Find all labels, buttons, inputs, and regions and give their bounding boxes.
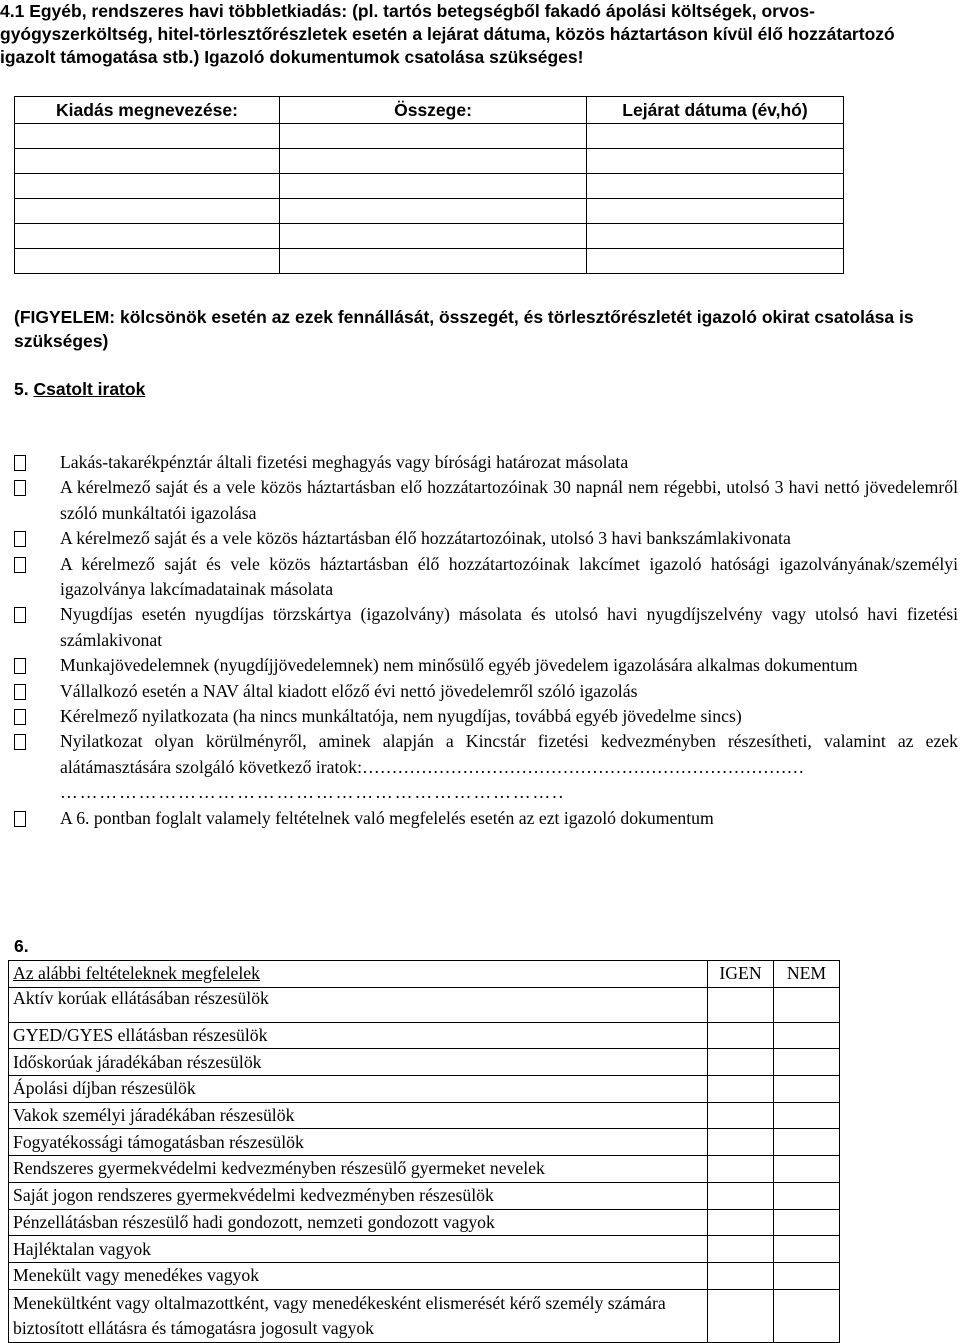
expense-row [15, 249, 844, 274]
expense-name-cell[interactable] [15, 124, 280, 149]
expense-header-due-date: Lejárat dátuma (év,hó) [587, 97, 844, 124]
expense-amount-cell[interactable] [280, 149, 587, 174]
section-4-1-heading: 4.1 Egyéb, rendszeres havi többletkiadás: (pl. tartós betegségből fakadó ápolási költségek, orvos-gyógyszerköltség, hitel-törlesztőrészletek esetén a lejárat dátuma, közös háztartáson kívül élő hozzátartozó igazolt támogatása stb.) Igazoló dokumentumok csatolása szükséges! [0, 1, 895, 67]
expense-header-name: Kiadás megnevezése: [15, 97, 280, 124]
condition-row [9, 1022, 840, 1049]
section-5-heading [14, 379, 145, 400]
expense-row [15, 149, 844, 174]
checkbox[interactable] [14, 526, 32, 551]
condition-row [9, 1262, 840, 1289]
no-cell[interactable] [774, 1076, 840, 1103]
no-cell[interactable] [774, 1022, 840, 1049]
expense-due-date-cell[interactable] [587, 174, 844, 199]
condition-row [9, 1049, 840, 1076]
expense-due-date-cell[interactable] [587, 199, 844, 224]
yes-cell[interactable] [708, 1049, 774, 1076]
no-cell[interactable] [774, 1182, 840, 1209]
expense-row [15, 174, 844, 199]
no-cell[interactable] [774, 1262, 840, 1289]
condition-label: Saját jogon rendszeres gyermekvédelmi kedvezményben részesülök [9, 1182, 708, 1209]
yes-cell[interactable] [708, 1156, 774, 1183]
attachment-label: A kérelmező saját és a vele közös háztartásban elő hozzátartozóinak 30 napnál nem régebbi, utolsó 3 havi nettó jövedelemről szóló munkáltatói igazolása [60, 477, 958, 523]
condition-label: Ápolási díjban részesülök [9, 1076, 708, 1103]
condition-label: Pénzellátásban részesülő hadi gondozott, nemzeti gondozott vagyok [9, 1209, 708, 1236]
no-cell[interactable] [774, 1289, 840, 1342]
expense-header-amount: Összege: [280, 97, 587, 124]
condition-label: GYED/GYES ellátásban részesülök [9, 1022, 708, 1049]
condition-label: Fogyatékossági támogatásban részesülök [9, 1129, 708, 1156]
attachment-label: Kérelmező nyilatkozata (ha nincs munkáltatója, nem nyugdíjas, továbbá egyéb jövedelme sincs) [60, 706, 742, 727]
expense-name-cell[interactable] [15, 149, 280, 174]
checkbox[interactable] [14, 729, 32, 805]
expense-amount-cell[interactable] [280, 174, 587, 199]
attachment-item [14, 475, 958, 526]
fill-in-dots[interactable]: ………………………………………………………………….. [60, 782, 566, 803]
yes-cell[interactable] [708, 1262, 774, 1289]
section-6-number: 6. [14, 936, 29, 956]
yes-cell[interactable] [708, 1022, 774, 1049]
checkbox[interactable] [14, 475, 32, 526]
expense-name-cell[interactable] [15, 249, 280, 274]
section-5-title: Csatolt iratok [33, 379, 146, 399]
attachment-label: A kérelmező saját és a vele közös háztartásban élő hozzátartozóinak, utolsó 3 havi bankszámlakivonata [60, 528, 791, 549]
condition-label: Vakok személyi járadékában részesülök [9, 1102, 708, 1129]
section-5-number: 5. [14, 379, 29, 399]
no-cell[interactable] [774, 1156, 840, 1183]
no-cell[interactable] [774, 1049, 840, 1076]
expense-name-cell[interactable] [15, 199, 280, 224]
attachment-label: Munkajövedelemnek (nyugdíjjövedelemnek) nem minősülő egyéb jövedelem igazolására alkalmas dokumentum [60, 655, 858, 676]
checkbox[interactable] [14, 450, 32, 475]
yes-cell[interactable] [708, 1209, 774, 1236]
yes-cell[interactable] [708, 1289, 774, 1342]
expense-table [14, 96, 844, 274]
attachments-list [14, 450, 958, 831]
expense-amount-cell[interactable] [280, 224, 587, 249]
yes-cell[interactable] [708, 1236, 774, 1263]
no-cell[interactable] [774, 1209, 840, 1236]
expense-due-date-cell[interactable] [587, 249, 844, 274]
checkbox[interactable] [14, 704, 32, 729]
attachment-item [14, 602, 958, 653]
condition-label: Aktív korúak ellátásában részesülök [9, 987, 708, 1022]
checkbox[interactable] [14, 602, 32, 653]
condition-label: Menekült vagy menedékes vagyok [9, 1262, 708, 1289]
no-cell[interactable] [774, 1129, 840, 1156]
attachment-item [14, 704, 958, 729]
attachment-item [14, 653, 958, 678]
yes-cell[interactable] [708, 1102, 774, 1129]
condition-label: Rendszeres gyermekvédelmi kedvezményben részesülő gyermeket nevelek [9, 1156, 708, 1183]
condition-row [9, 1209, 840, 1236]
yes-column-header: IGEN [708, 961, 774, 988]
condition-row [9, 1129, 840, 1156]
checkbox[interactable] [14, 552, 32, 603]
attachment-label-with-dots [60, 729, 958, 805]
expense-amount-cell[interactable] [280, 249, 587, 274]
attachment-label: A 6. pontban foglalt valamely feltételnek való megfelelés esetén az ezt igazoló dokumentum [60, 807, 714, 828]
loan-warning-note: (FIGYELEM: kölcsönök esetén az ezek fennállását, összegét, és törlesztőrészletét igazoló okirat csatolása is szükséges) [14, 307, 914, 351]
condition-row [9, 987, 840, 1022]
conditions-table [8, 960, 840, 1343]
condition-row [9, 1076, 840, 1103]
attachment-label: A kérelmező saját és vele közös háztartásban élő hozzátartozóinak lakcímet igazoló hatósági igazolványának/személyi igazolványa lakcímadatainak másolata [60, 553, 958, 600]
attachment-label: Nyilatkozat olyan körülményről, aminek alapján a Kincstár fizetési kedvezményben részesítheti, valamint az ezek alátámasztására szolgáló következő iratok:………………………………………………………………… [60, 731, 958, 777]
no-cell[interactable] [774, 987, 840, 1022]
condition-label: Menekültként vagy oltalmazottként, vagy menedékesként elismerését kérő személy számára biztosított ellátásra és támogatásra jogosult vagyok [9, 1289, 708, 1342]
attachment-item [14, 552, 958, 603]
expense-name-cell[interactable] [15, 224, 280, 249]
checkbox[interactable] [14, 806, 32, 831]
attachment-label: Vállalkozó esetén a NAV által kiadott előző évi nettó jövedelemről szóló igazolás [60, 680, 638, 701]
expense-due-date-cell[interactable] [587, 124, 844, 149]
attachment-label: Lakás-takarékpénztár általi fizetési meghagyás vagy bírósági határozat másolata [60, 452, 629, 472]
condition-row [9, 1102, 840, 1129]
expense-row [15, 224, 844, 249]
no-cell[interactable] [774, 1102, 840, 1129]
condition-row [9, 1289, 840, 1342]
attachment-label: Nyugdíjas esetén nyugdíjas törzskártya (igazolvány) másolata és utolsó havi nyugdíjszelvény vagy utolsó havi fizetési számlakivonat [60, 604, 958, 650]
expense-amount-cell[interactable] [280, 199, 587, 224]
expense-due-date-cell[interactable] [587, 224, 844, 249]
no-cell[interactable] [774, 1236, 840, 1263]
condition-row [9, 1236, 840, 1263]
checkbox[interactable] [14, 653, 32, 678]
no-column-header: NEM [774, 961, 840, 988]
expense-row [15, 199, 844, 224]
condition-label: Hajléktalan vagyok [9, 1236, 708, 1263]
attachment-item [14, 526, 958, 551]
yes-cell[interactable] [708, 1182, 774, 1209]
attachment-item [14, 450, 958, 475]
expense-row [15, 124, 844, 149]
yes-cell[interactable] [708, 1129, 774, 1156]
yes-cell[interactable] [708, 1076, 774, 1103]
condition-label: Időskorúak járadékában részesülök [9, 1049, 708, 1076]
conditions-header-label: Az alábbi feltételeknek megfelelek [9, 961, 708, 988]
expense-name-cell[interactable] [15, 174, 280, 199]
condition-row [9, 1182, 840, 1209]
attachment-item [14, 679, 958, 704]
expense-due-date-cell[interactable] [587, 149, 844, 174]
checkbox[interactable] [14, 679, 32, 704]
yes-cell[interactable] [708, 987, 774, 1022]
expense-amount-cell[interactable] [280, 124, 587, 149]
condition-row [9, 1156, 840, 1183]
attachment-item [14, 806, 958, 831]
attachment-item [14, 729, 958, 805]
